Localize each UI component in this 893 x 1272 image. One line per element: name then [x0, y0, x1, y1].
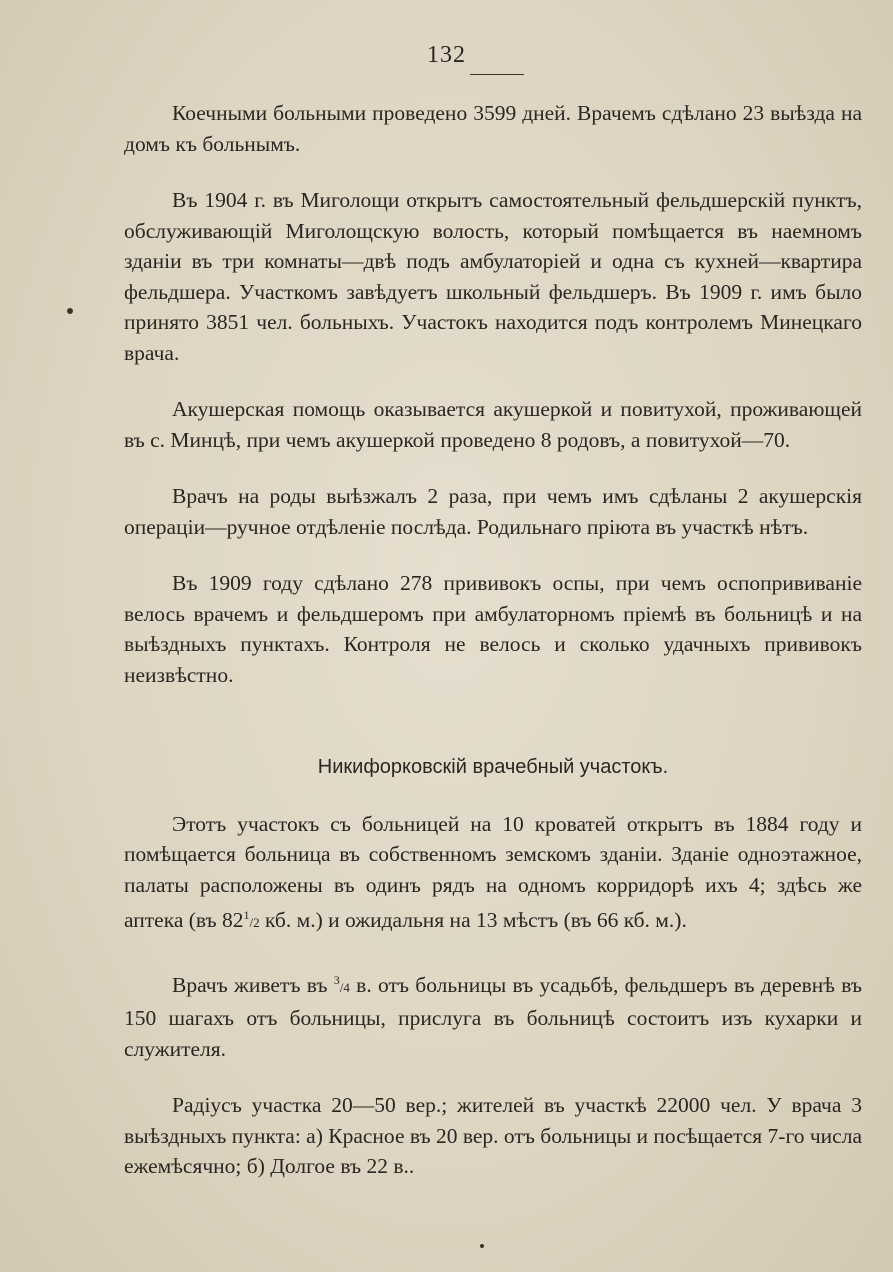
section-paragraph-2-start: Врачъ живетъ въ [172, 972, 334, 997]
fraction-denominator-2: /4 [339, 979, 350, 995]
section-heading: Никифорковскій врачебный участокъ. [317, 756, 669, 778]
ink-speck [67, 308, 73, 314]
paragraph-3: Акушерская помощь оказывается акушеркой и повитухой, проживающей въ с. Минцѣ, при чемъ акушеркой проведено 8 родовъ, а повитухой—70. [124, 397, 862, 452]
section-paragraph-1-end: кб. м.) и ожидальня на 13 мѣстъ (въ 66 кб. м.). [259, 908, 687, 933]
fraction-numerator: 1 [243, 908, 250, 922]
page-body [124, 98, 862, 1182]
section-paragraph-1-text: Этотъ участокъ съ больницей на 10 кроватей открытъ въ 1884 году и помѣщается больница въ собственномъ земскомъ зданіи. Зданіе одноэтажное, палаты расположены въ одинъ рядъ на одномъ корридорѣ ихъ 4; здѣсь же аптека (въ 82 [124, 811, 862, 933]
paragraph-2: Въ 1904 г. въ Миголощи открытъ самостоятельный фельдшерскій пунктъ, обслуживающій Миголощскую волость, который помѣщается въ наемномъ зданіи въ три комнаты—двѣ подъ амбулаторіей и одна съ кухней—квартира фельдшера. Участкомъ завѣдуетъ школьный фельдшеръ. Въ 1909 г. имъ было принято 3851 чел. больныхъ. Участокъ находится подъ контролемъ Минецкаго врача. [124, 188, 862, 365]
fraction-denominator: /2 [249, 915, 260, 931]
fraction-numerator-2: 3 [333, 972, 340, 987]
section-paragraph-2-end: в. отъ больницы въ усадьбѣ, фельдшеръ въ деревнѣ въ 150 шагахъ отъ больницы, прислуга въ больницѣ состоитъ изъ кухарки и служителя. [124, 972, 862, 1061]
paragraph-4: Врачъ на роды выѣзжалъ 2 раза, при чемъ имъ сдѣланы 2 акушерскія операціи—ручное отдѣленіе послѣда. Родильнаго пріюта въ участкѣ нѣтъ. [124, 484, 862, 539]
ink-speck [480, 1244, 484, 1248]
paragraph-5: Въ 1909 году сдѣлано 278 прививокъ оспы, при чемъ оспопрививаніе велось врачемъ и фельдшеромъ при амбулаторномъ пріемѣ въ больницѣ и на выѣздныхъ пунктахъ. Контроля не велось и сколько удачныхъ прививокъ неизвѣстно. [124, 571, 862, 687]
section-paragraph-2 [124, 965, 862, 1065]
paragraph-1: Коечными больными проведено 3599 дней. Врачемъ сдѣлано 23 выѣзда на домъ къ больнымъ. [124, 101, 862, 156]
page-number-rule [470, 74, 524, 75]
section-paragraph-1 [124, 809, 862, 939]
page-number: 132 [427, 42, 466, 68]
section-paragraph-3: Радіусъ участка 20—50 вер.; жителей въ участкѣ 22000 чел. У врача 3 выѣздныхъ пункта: а) Красное въ 20 вер. отъ больницы и посѣщается 7-го числа ежемѣсячно; б) Долгое въ 22 в.. [124, 1093, 862, 1179]
